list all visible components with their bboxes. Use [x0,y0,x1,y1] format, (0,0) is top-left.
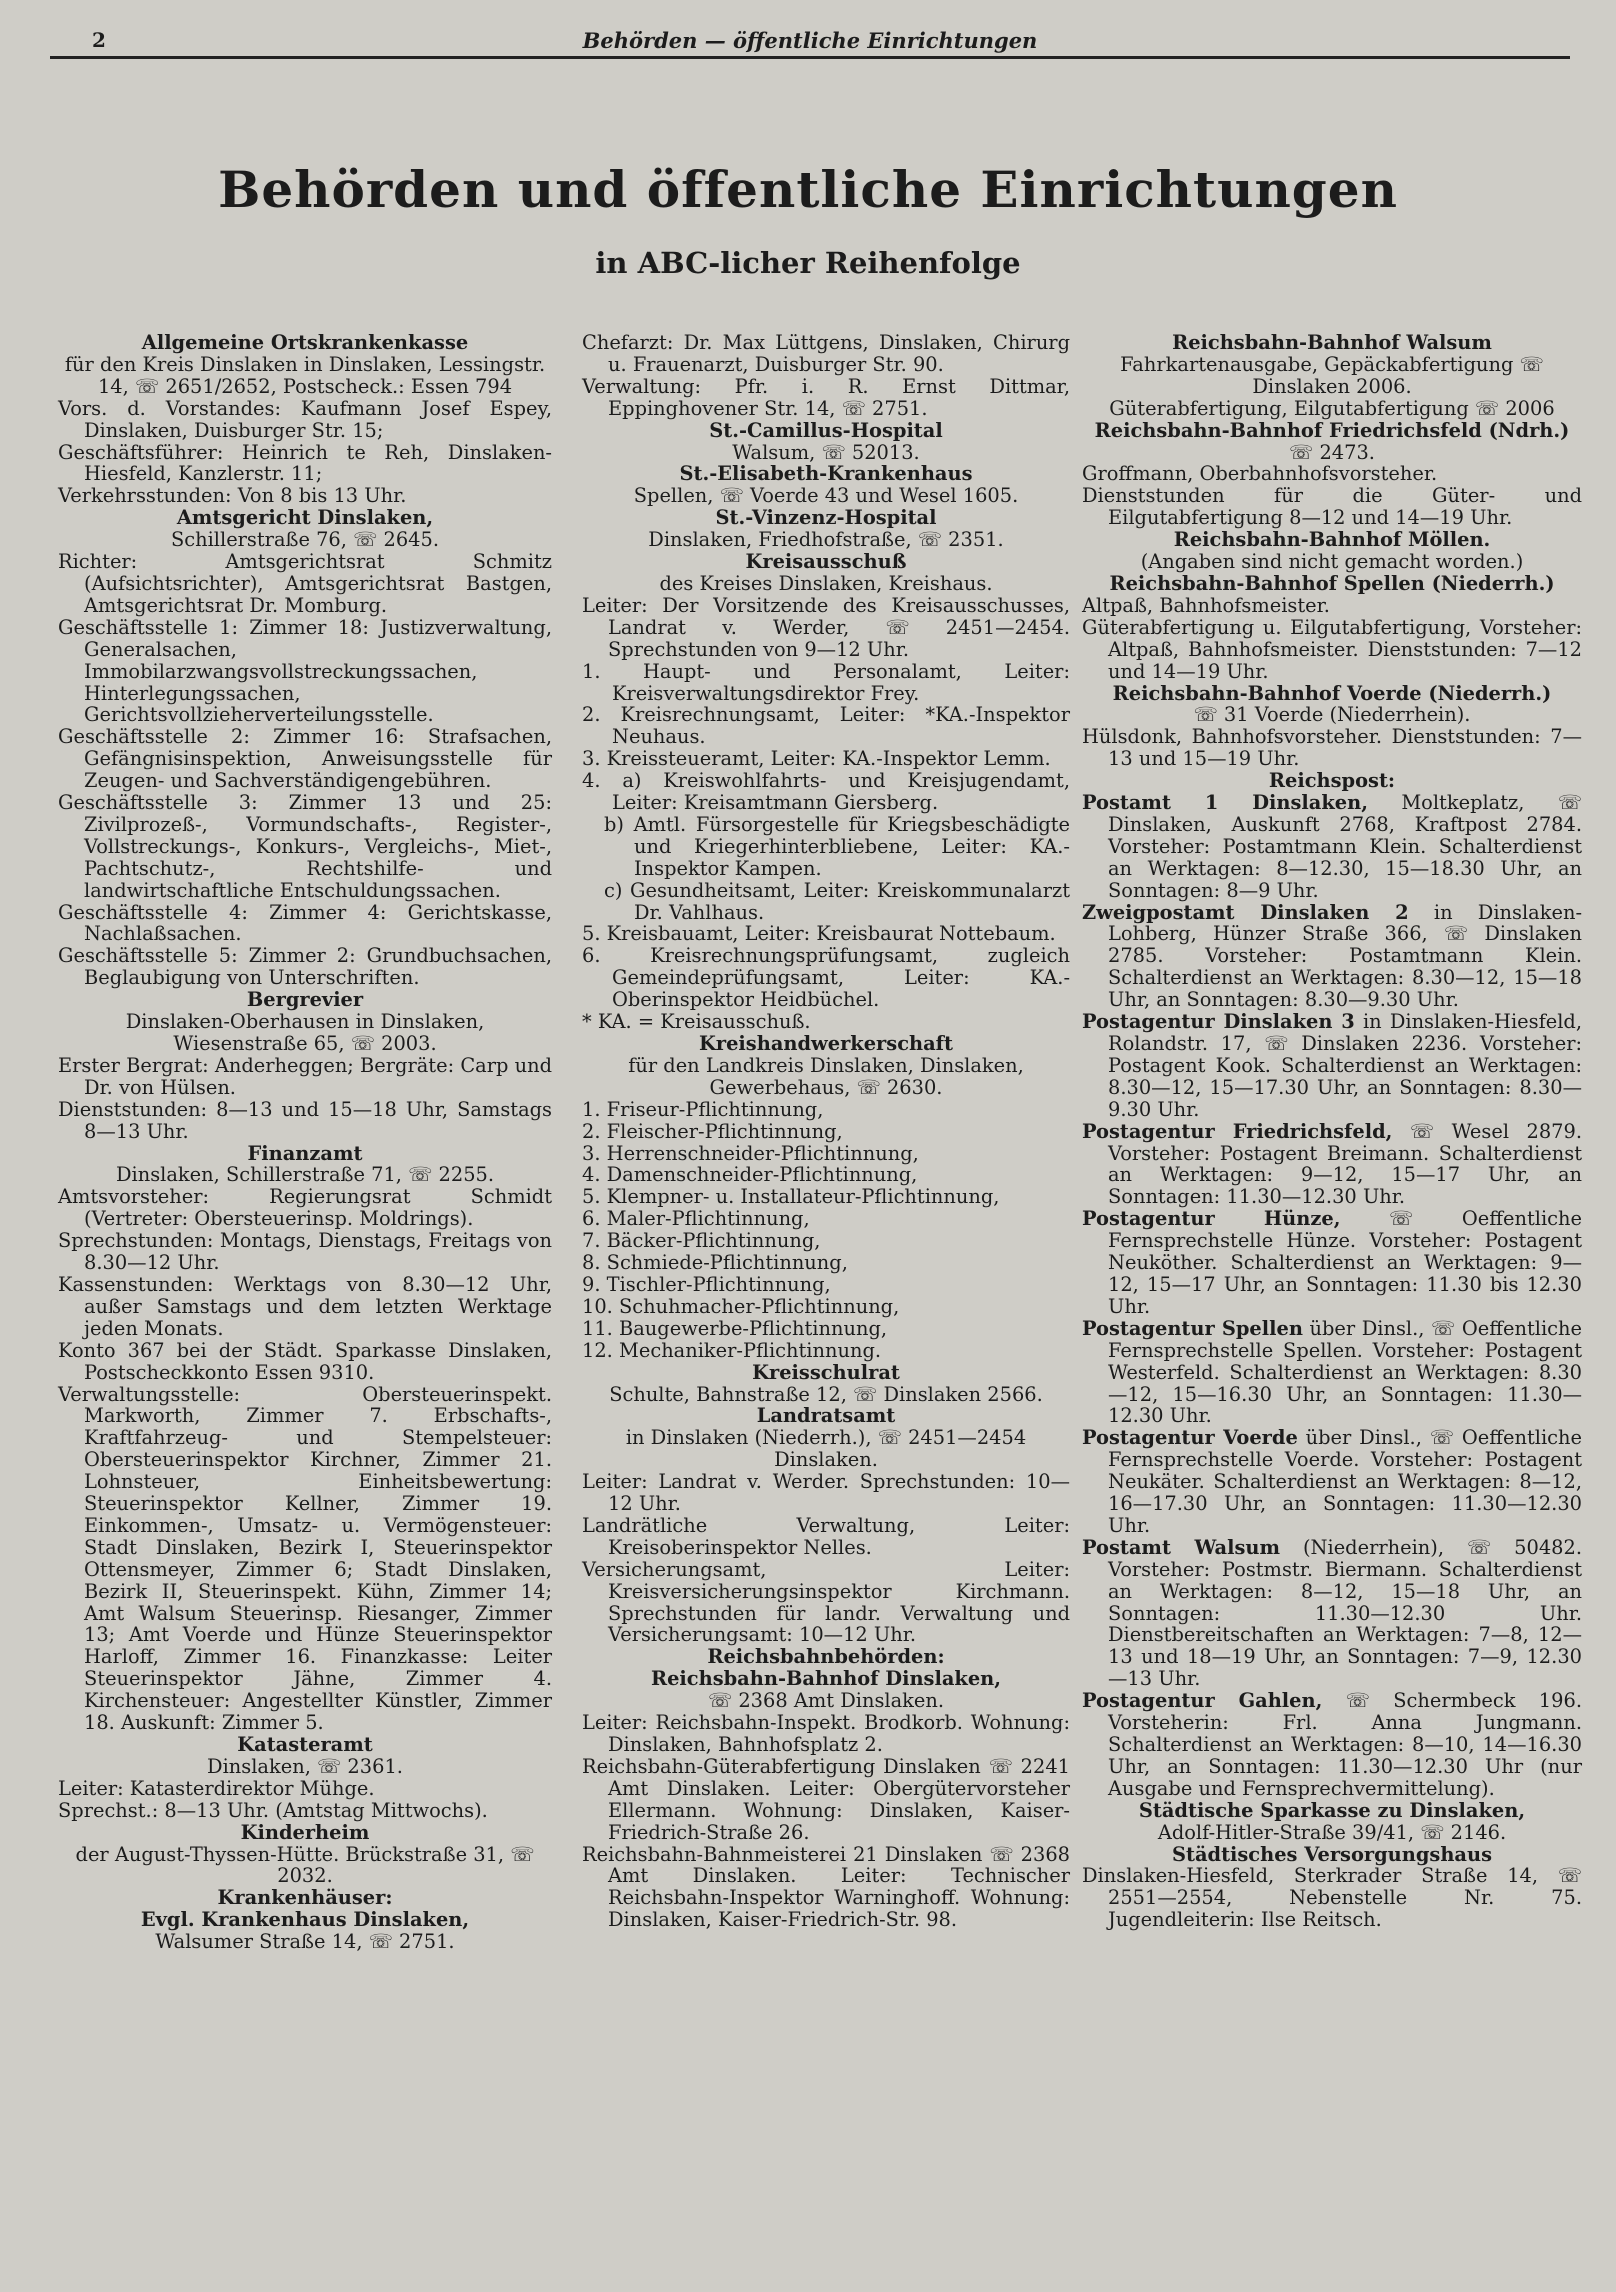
entry-lead: Postagentur Dinslaken 3 [1082,1010,1355,1034]
section-heading: Krankenhäuser: [217,1886,393,1910]
entry-text: Leiter: Der Vorsitzende des Kreisausschusses, Landrat v. Werder, ☏ 2451—2454. Sprechstunden von 9—12 Uhr. [582,593,1070,661]
entry-text: Fahrkartenausgabe, Gepäckabfertigung ☏ Dinslaken 2006. [1120,352,1544,398]
entry-text [1082,792,1582,902]
section-heading: St.-Vinzenz-Hospital [715,506,937,530]
entry-body: über Dinsl., ☏ Oeffentliche Fernsprechstelle Spellen. Vorsteher: Postagent Westerfeld. Schalterdienst an Werktagen: 8.30—12, 15—16.30 Uhr, an Sonntagen: 11.30—12.30 Uhr. [1108,1316,1582,1428]
entry-lead: Postagentur Friedrichsfeld, [1082,1119,1393,1143]
section-heading: Reichspost: [1268,769,1396,793]
entry-text: 6. Maler-Pflichtinnung, [582,1207,810,1231]
entry-text: Dienststunden: 8—13 und 15—18 Uhr, Samstags 8—13 Uhr. [58,1097,552,1143]
entry-text: Reichsbahn-Güterabfertigung Dinslaken ☏ 2241 Amt Dinslaken. Leiter: Obergütervorsteher Ellermann. Wohnung: Dinslaken, Kaiser-Friedrich-Straße 26. [582,1754,1070,1844]
entry-text: Groffmann, Oberbahnhofsvorsteher. [1082,462,1438,486]
section-heading: Kreishandwerkerschaft [699,1032,953,1055]
section-heading: Amtsgericht Dinslaken, [176,506,434,530]
section-heading: Kreisausschuß [745,550,907,574]
page-number: 2 [92,28,106,52]
entry-lead: Postagentur Spellen [1082,1316,1303,1340]
section-heading: Allgemeine Ortskrankenkasse [141,331,469,354]
entry-text: für den Kreis Dinslaken in Dinslaken, Lessingstr. 14, ☏ 2651/2652, Postscheck.: Essen 794 [64,352,546,398]
entry-lead: Postamt 1 Dinslaken, [1082,791,1368,815]
entry-text: 10. Schuhmacher-Pflichtinnung, [582,1294,900,1318]
entry-body: in Dinslaken-Hiesfeld, Rolandstr. 17, ☏ Dinslaken 2236. Vorsteher: Postagent Kook. Schalterdienst an Werktagen: 8.30—12, 15—17.30 Uhr, an Sonntagen: 8.30—9.30 Uhr. [1108,1010,1583,1121]
entry-text: 11. Baugewerbe-Pflichtinnung, [582,1316,888,1340]
entry-text: 1. Friseur-Pflichtinnung, [582,1097,824,1121]
section-heading: Städtisches Versorgungshaus [1171,1842,1493,1866]
section-heading: Kinderheim [240,1820,370,1844]
entry-text: Dinslaken, Friedhofstraße, ☏ 2351. [648,528,1004,552]
entry-text: Schillerstraße 76, ☏ 2645. [170,528,440,552]
column-right [1082,332,1582,1931]
entry-text: Geschäftsführer: Heinrich te Reh, Dinslaken-Hiesfeld, Kanzlerstr. 11; [58,440,552,486]
entry-body: in Dinslaken-Lohberg, Hünzer Straße 366, ☏ Dinslaken 2785. Vorsteher: Postamtmann Klein. Schalterdienst an Werktagen: 8.30—12, 15—18 Uhr, an Sonntagen: 8.30—9.30 Uhr. [1108,900,1582,1012]
entry-text: Schulte, Bahnstraße 12, ☏ Dinslaken 2566. [609,1382,1043,1406]
entry-text: Altpaß, Bahnhofsmeister. [1082,593,1330,617]
entry-text [1082,1318,1582,1428]
entry-text: 7. Bäcker-Pflichtinnung, [582,1229,821,1253]
section-heading: Landratsamt [756,1404,896,1428]
section-heading: Reichsbahn-Bahnhof Walsum [1172,331,1492,354]
section-heading: Bergrevier [246,988,364,1012]
entry-text: Dinslaken, Schillerstraße 71, ☏ 2255. [115,1163,495,1187]
entry-lead: Postagentur Gahlen, [1082,1689,1323,1713]
section-heading: St.-Camillus-Hospital [709,418,943,442]
entry-text: Richter: Amtsgerichtsrat Schmitz (Aufsichtsrichter), Amtsgerichtsrat Bastgen, Amtsgerichtsrat Dr. Momburg. [58,550,552,617]
entry-text: Verkehrsstunden: Von 8 bis 13 Uhr. [58,484,407,508]
entry-text [1082,1427,1582,1537]
entry-text: Dinslaken-Hiesfeld, Sterkrader Straße 14, ☏ 2551—2554, Nebenstelle Nr. 75. Jugendleiterin: Ilse Reitsch. [1082,1864,1582,1932]
entry-text: Spellen, ☏ Voerde 43 und Wesel 1605. [633,484,1019,508]
entry-body: ☏ Wesel 2879. Vorsteher: Postagent Breimann. Schalterdienst an Werktagen: 9—12, 15—17 Uhr, an Sonntagen: 11.30—12.30 Uhr. [1108,1119,1582,1209]
section-heading: Evgl. Krankenhaus Dinslaken, [140,1908,470,1932]
entry-text: Dienststunden für die Güter- und Eilgutabfertigung 8—12 und 14—19 Uhr. [1082,484,1582,530]
entry-text: 4. a) Kreiswohlfahrts- und Kreisjugendamt, Leiter: Kreisamtmann Giersberg. [582,769,1070,815]
running-title: Behörden — öffentliche Einrichtungen [582,28,1038,53]
entry-body: ☏ Oeffentliche Fernsprechstelle Hünze. Vorsteher: Postagent Neuköther. Schalterdienst an Werktagen: 9—12, 15—17 Uhr, an Sonntagen: 11.30 bis 12.30 Uhr. [1108,1207,1582,1318]
entry-text: Walsum, ☏ 52013. [732,440,920,464]
section-heading: Reichsbahn-Bahnhof Dinslaken, [650,1667,1002,1691]
section-heading: Reichsbahn-Bahnhof Voerde (Niederrh.) [1112,681,1552,705]
section-heading: St.-Elisabeth-Krankenhaus [679,462,973,486]
section-heading: Finanzamt [247,1141,363,1165]
entry-text [1082,1011,1582,1121]
entry-text: c) Gesundheitsamt, Leiter: Kreiskommunalarzt Dr. Vahlhaus. [604,878,1070,924]
entry-text: Vors. d. Vorstandes: Kaufmann Josef Espey, Dinslaken, Duisburger Str. 15; [58,396,552,442]
entry-text: für den Landkreis Dinslaken, Dinslaken, Gewerbehaus, ☏ 2630. [628,1053,1024,1099]
entry-text: * KA. = Kreisausschuß. [582,1010,811,1034]
entry-text: Kassenstunden: Werktags von 8.30—12 Uhr, außer Samstags und dem letzten Werktage jeden Monats. [58,1272,552,1340]
entry-text: Leiter: Landrat v. Werder. Sprechstunden: 10—12 Uhr. [582,1470,1070,1516]
entry-text: Chefarzt: Dr. Max Lüttgens, Dinslaken, Chirurg u. Frauenarzt, Duisburger Str. 90. [582,331,1070,376]
entry-text: Reichsbahn-Bahnmeisterei 21 Dinslaken ☏ 2368 Amt Dinslaken. Leiter: Technischer Reichsbahn-Inspektor Warninghoff. Wohnung: Dinslaken, Kaiser-Friedrich-Str. 98. [582,1842,1070,1932]
entry-text: 3. Herrenschneider-Pflichtinnung, [582,1141,919,1165]
page-title: Behörden und öffentliche Einrichtungen [218,160,1398,219]
section-heading: Reichsbahn-Bahnhof Spellen (Niederrh.) [1109,571,1555,595]
entry-text: b) Amtl. Fürsorgestelle für Kriegsbeschädigte und Kriegerhinterbliebene, Leiter: KA.-Inspektor Kampen. [604,812,1070,880]
entry-text: Versicherungsamt, Leiter: Kreisversicherungsinspektor Kirchmann. Sprechstunden für landr. Verwaltung und Versicherungsamt: 10—12 Uhr. [582,1557,1070,1647]
section-heading: Kreisschulrat [752,1360,900,1384]
entry-body: ☏ Schermbeck 196. Vorsteherin: Frl. Anna Jungmann. Schalterdienst an Werktagen: 8—10, 14—16.30 Uhr, an Sonntagen: 11.30—12.30 Uhr (nur Ausgabe und Fernsprechvermittelung). [1108,1689,1582,1800]
column-middle [582,332,1070,1931]
section-heading: Katasteramt [237,1733,373,1756]
entry-text: Geschäftsstelle 1: Zimmer 18: Justizverwaltung, Generalsachen, Immobilarzwangsvollstreckungssachen, Hinterlegungssachen, Gerichtsvollzieherverteilungsstelle. [58,615,552,727]
entry-text: ☏ 31 Voerde (Niederrhein). [1193,703,1471,727]
running-header [50,22,1570,59]
entry-text: 12. Mechaniker-Pflichtinnung. [582,1338,882,1362]
entry-text: Konto 367 bei der Städt. Sparkasse Dinslaken, Postscheckkonto Essen 9310. [58,1338,552,1384]
entry-text: Geschäftsstelle 4: Zimmer 4: Gerichtskasse, Nachlaßsachen. [58,900,552,946]
entry-text: 8. Schmiede-Pflichtinnung, [582,1251,848,1275]
entry-text: Leiter: Katasterdirektor Mühge. [58,1776,375,1800]
entry-text [1082,1208,1582,1318]
section-heading: Reichsbahn-Bahnhof Möllen. [1173,528,1491,552]
entry-text: Dinslaken-Oberhausen in Dinslaken, Wiesenstraße 65, ☏ 2003. [125,1010,485,1055]
entry-text: Geschäftsstelle 2: Zimmer 16: Strafsachen, Gefängnisinspektion, Anweisungsstelle für Zeugen- und Sachverständigengebühren. [58,725,552,793]
entry-text: 6. Kreisrechnungsprüfungsamt, zugleich Gemeindeprüfungsamt, Leiter: KA.-Oberinspektor Heidbüchel. [582,944,1070,1012]
entry-lead: Postagentur Hünze, [1082,1207,1341,1231]
entry-body: Moltkeplatz, ☏ Dinslaken, Auskunft 2768, Kraftpost 2784. Vorsteher: Postamtmann Klein. Schalterdienst an Werktagen: 8—12.30, 15—18.30 Uhr, an Sonntagen: 8—9 Uhr. [1108,791,1582,902]
entry-lead: Postagentur Voerde [1082,1426,1298,1450]
entry-text [1082,1121,1582,1209]
entry-text: Erster Bergrat: Anderheggen; Bergräte: Carp und Dr. von Hülsen. [58,1053,552,1099]
page-subtitle: in ABC-licher Reihenfolge [595,246,1021,280]
section-heading: Städtische Sparkasse zu Dinslaken, [1138,1798,1526,1822]
entry-text: Adolf-Hitler-Straße 39/41, ☏ 2146. [1157,1820,1507,1844]
entry-text: Amtsvorsteher: Regierungsrat Schmidt (Vertreter: Obersteuerinsp. Moldrings). [58,1185,552,1231]
entry-text: 2. Kreisrechnungsamt, Leiter: *KA.-Inspektor Neuhaus. [582,703,1070,749]
entry-text: Güterabfertigung u. Eilgutabfertigung, Vorsteher: Altpaß, Bahnhofsmeister. Dienststunden: 7—12 und 14—19 Uhr. [1082,615,1582,683]
entry-text [1082,1537,1582,1690]
entry-text [1082,1690,1582,1800]
entry-text: Verwaltung: Pfr. i. R. Ernst Dittmar, Eppinghovener Str. 14, ☏ 2751. [582,374,1070,420]
entry-text: 3. Kreissteueramt, Leiter: KA.-Inspektor Lemm. [582,747,1051,771]
entry-text: 4. Damenschneider-Pflichtinnung, [582,1163,918,1187]
entry-text: 9. Tischler-Pflichtinnung, [582,1272,831,1296]
entry-text: Leiter: Reichsbahn-Inspekt. Brodkorb. Wohnung: Dinslaken, Bahnhofsplatz 2. [582,1711,1070,1756]
entry-text: Hülsdonk, Bahnhofsvorsteher. Dienststunden: 7—13 und 15—19 Uhr. [1082,725,1582,771]
entry-text: ☏ 2368 Amt Dinslaken. [707,1689,945,1713]
entry-text: Dinslaken, ☏ 2361. [207,1754,403,1778]
entry-text: Sprechstunden: Montags, Dienstags, Freitags von 8.30—12 Uhr. [58,1229,552,1275]
entry-text: in Dinslaken (Niederrh.), ☏ 2451—2454 Dinslaken. [625,1426,1027,1472]
entry-body: (Niederrhein), ☏ 50482. Vorsteher: Postmstr. Biermann. Schalterdienst an Werktagen: 8—12, 15—18 Uhr, an Sonntagen: 11.30—12.30 Uhr. Dienstbereitschaften an Werktagen: 7—8, 12—13 und 18—19 Uhr, an Sonntagen: 7—9, 12.30—13 Uhr. [1108,1535,1582,1691]
entry-text: Verwaltungsstelle: Obersteuerinspekt. Markworth, Zimmer 7. Erbschafts-, Kraftfahrzeug- und Stempelsteuer: Obersteuerinspektor Kirchner, Zimmer 21. Lohnsteuer, Einheitsbewertung: Steuerinspektor Kellner, Zimmer 19. Einkommen-, Umsatz- u. Vermögensteuer: Stadt Dinslaken, Bezirk I, Steuerinspektor Ottensmeyer, Zimmer 6; Stadt Dinslaken, Bezirk II, Steuerinspekt. Kühn, Zimmer 14; Amt Walsum Steuerinsp. Riesanger, Zimmer 13; Amt Voerde und Hünze Steuerinspektor Harloff, Zimmer 16. Finanzkasse: Leiter Steuerinspektor Jähne, Zimmer 4. Kirchensteuer: Angestellter Künstler, Zimmer 18. Auskunft: Zimmer 5. [58,1382,552,1735]
entry-text: des Kreises Dinslaken, Kreishaus. [659,571,993,595]
entry-text: Geschäftsstelle 3: Zimmer 13 und 25: Zivilprozeß-, Vormundschafts-, Register-, Vollstreckungs-, Konkurs-, Vergleichs-, Miet-, Pachtschutz-, Rechtshilfe- und landwirtschaftliche Entschuldungssachen. [58,791,552,902]
entry-lead: Postamt Walsum [1082,1535,1281,1559]
entry-text: ☏ 2473. [1289,440,1375,464]
entry-text: (Angaben sind nicht gemacht worden.) [1140,550,1524,574]
entry-text: der August-Thyssen-Hütte. Brückstraße 31, ☏ 2032. [75,1842,535,1888]
entry-lead: Zweigpostamt Dinslaken 2 [1082,900,1409,924]
entry-body: über Dinsl., ☏ Oeffentliche Fernsprechstelle Voerde. Vorsteher: Postagent Neukäter. Schalterdienst an Werktagen: 8—12, 16—17.30 Uhr, an Sonntagen: 11.30—12.30 Uhr. [1108,1426,1582,1537]
entry-text: Güterabfertigung, Eilgutabfertigung ☏ 2006 [1109,396,1555,420]
section-heading: Reichsbahnbehörden: [707,1645,945,1669]
entry-text: Geschäftsstelle 5: Zimmer 2: Grundbuchsachen, Beglaubigung von Unterschriften. [58,944,552,990]
entry-text [1082,902,1582,1012]
entry-text: 5. Kreisbauamt, Leiter: Kreisbaurat Nottebaum. [582,922,1056,946]
entry-text: Sprechst.: 8—13 Uhr. (Amtstag Mittwochs). [58,1798,488,1822]
entry-text: Landrätliche Verwaltung, Leiter: Kreisoberinspektor Nelles. [582,1513,1070,1559]
entry-text: 5. Klempner- u. Installateur-Pflichtinnung, [582,1185,1000,1209]
entry-text: 2. Fleischer-Pflichtinnung, [582,1119,843,1143]
column-left [58,332,552,1953]
entry-text: 1. Haupt- und Personalamt, Leiter: Kreisverwaltungsdirektor Frey. [582,659,1070,705]
entry-text: Walsumer Straße 14, ☏ 2751. [155,1930,455,1954]
section-heading: Reichsbahn-Bahnhof Friedrichsfeld (Ndrh.) [1094,418,1570,442]
